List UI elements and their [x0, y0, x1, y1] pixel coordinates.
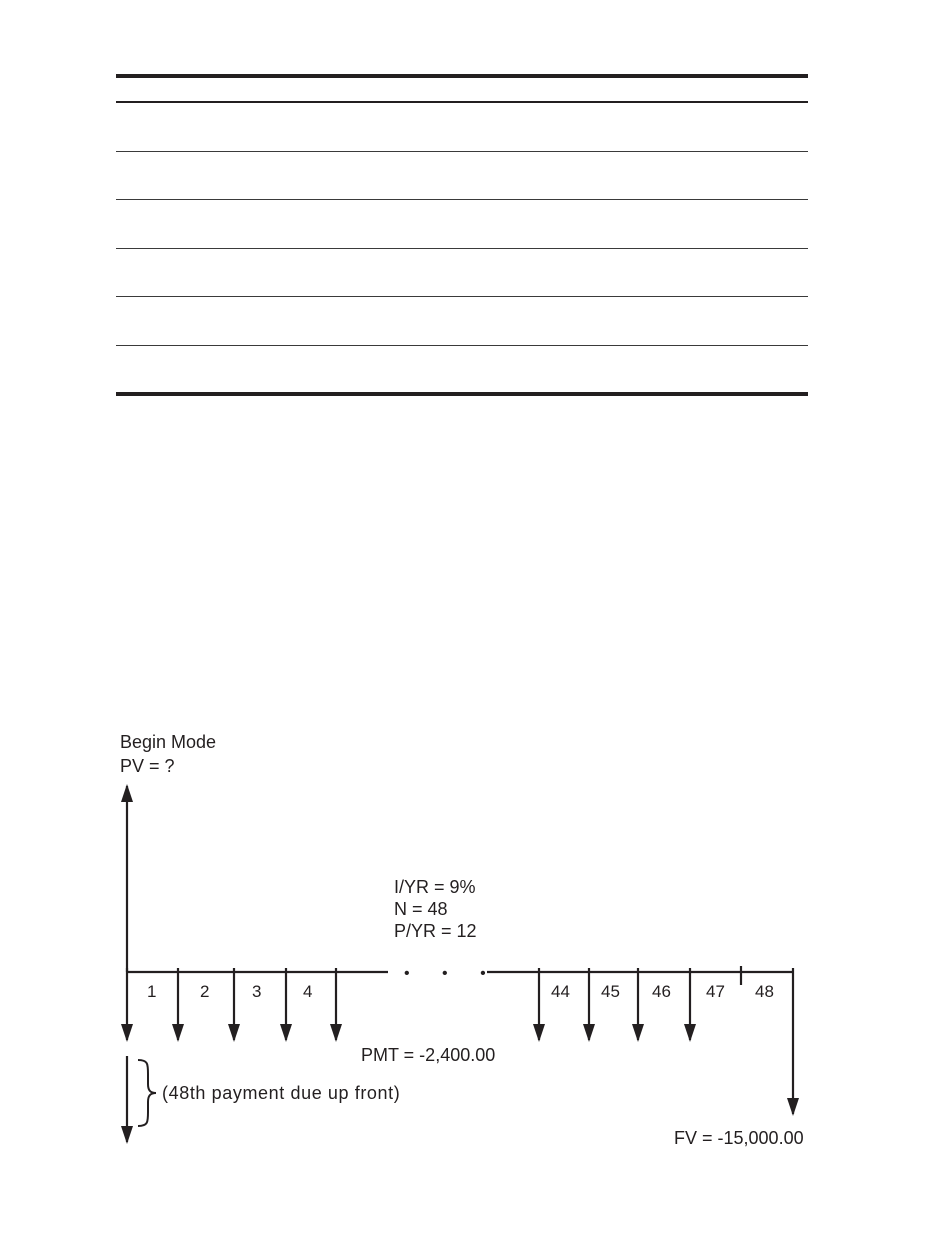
period-number: 44	[551, 982, 570, 1001]
pmt-arrow-head	[280, 1024, 292, 1042]
pmt-arrow-head	[121, 1024, 133, 1042]
pmt-arrow-head	[533, 1024, 545, 1042]
pmt-arrow-head	[632, 1024, 644, 1042]
period-number: 47	[706, 982, 725, 1001]
period-number: 1	[147, 982, 157, 1001]
mode-label: Begin Mode	[120, 732, 217, 752]
fv-label: FV = -15,000.00	[674, 1128, 804, 1148]
pv-label: PV = ?	[120, 756, 175, 776]
period-number: 46	[652, 982, 671, 1001]
period-number: 2	[200, 982, 210, 1001]
period-number: 4	[303, 982, 313, 1001]
pmt48-arrow-head	[121, 1126, 133, 1144]
pmt-arrow-head	[330, 1024, 342, 1042]
brace	[138, 1060, 156, 1126]
pmt-arrow-head	[172, 1024, 184, 1042]
pmt-arrow-head	[583, 1024, 595, 1042]
ellipsis: • • •	[404, 965, 500, 982]
iyr-label: I/YR = 9%	[394, 877, 476, 897]
pyr-label: P/YR = 12	[394, 921, 477, 941]
pmt-arrow-head	[228, 1024, 240, 1042]
pv-arrow-head	[121, 784, 133, 802]
pmt-label: PMT = -2,400.00	[361, 1045, 496, 1065]
period-number: 45	[601, 982, 620, 1001]
n-label: N = 48	[394, 899, 448, 919]
brace-note: (48th payment due up front)	[162, 1083, 401, 1103]
period-number: 48	[755, 982, 774, 1001]
fv-arrow-head	[787, 1098, 799, 1116]
period-number: 3	[252, 982, 262, 1001]
pmt-arrow-head	[684, 1024, 696, 1042]
